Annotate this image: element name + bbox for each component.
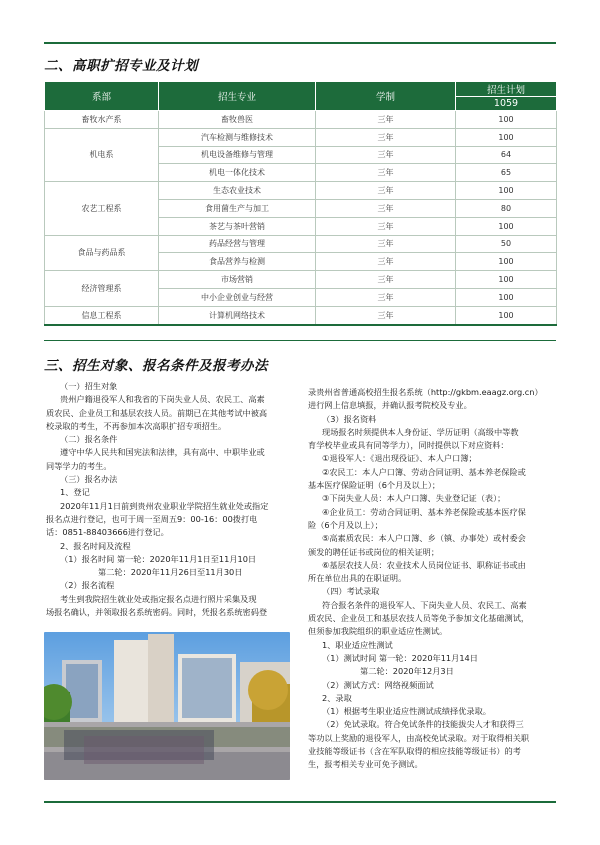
text-line: ④企业员工：劳动合同证明、基本养老保险或基本医疗保 <box>322 506 526 517</box>
campus-photo-graphic <box>44 632 290 780</box>
text-line: （3）报名资料 <box>322 413 377 424</box>
system-cell: 三年 <box>316 111 456 129</box>
text-line: （2）测试方式：网络视频面试 <box>322 679 434 690</box>
text-line: 第二轮：2020年11月26日至11月30日 <box>46 567 243 578</box>
top-rule <box>44 42 556 44</box>
major-cell: 机电设备维修与管理 <box>159 146 316 164</box>
text-line: ⑤高素质农民：本人户口簿、乡（镇、办事处）或村委会 <box>322 533 526 544</box>
system-cell: 三年 <box>316 288 456 306</box>
major-cell: 汽车检测与维修技术 <box>159 128 316 146</box>
dept-cell: 农艺工程系 <box>45 182 159 235</box>
major-cell: 计算机网络技术 <box>159 306 316 324</box>
text-line: 符合报名条件的退役军人、下岗失业人员、农民工、高素 <box>322 599 527 610</box>
text-line: 质农民、企业员工和基层农技人员等免予参加文化基础测试， <box>308 613 530 624</box>
text-line: 校录取的考生，不再参加本次高职扩招专项招生。 <box>46 420 227 431</box>
system-cell: 三年 <box>316 199 456 217</box>
plan-cell: 65 <box>456 164 557 182</box>
header-system: 学制 <box>316 82 456 111</box>
system-cell: 三年 <box>316 253 456 271</box>
text-line: ⑥基层农技人员：农业技术人员岗位证书、职称证书或由 <box>322 559 526 570</box>
system-cell: 三年 <box>316 182 456 200</box>
system-cell: 三年 <box>316 271 456 289</box>
plan-cell: 50 <box>456 235 557 253</box>
text-line: 质农民、企业员工和基层农技人员。前期已在其他考试中被高 <box>46 407 268 418</box>
text-line: 但须参加我院组织的职业适应性测试。 <box>308 626 448 637</box>
text-line: 1、职业适应性测试 <box>322 639 393 650</box>
plan-cell: 100 <box>456 182 557 200</box>
plan-cell: 100 <box>456 288 557 306</box>
plan-cell: 100 <box>456 128 557 146</box>
system-cell: 三年 <box>316 164 456 182</box>
text-line: 所在单位出具的在职证明。 <box>308 573 407 584</box>
text-line: 基本医疗保险证明（6个月及以上）； <box>308 480 441 491</box>
header-plan: 招生计划 <box>456 82 557 97</box>
text-line: 贵州户籍退役军人和我省的下岗失业人员、农民工、高素 <box>60 394 265 405</box>
text-line: ③下岗失业人员：本人户口簿、失业登记证（表）； <box>322 493 506 504</box>
plan-cell: 80 <box>456 199 557 217</box>
text-line: 话：0851-88403666进行登记。 <box>46 527 169 538</box>
text-line: （1）根据考生职业适应性测试成绩择优录取。 <box>322 706 491 717</box>
major-cell: 畜牧兽医 <box>159 111 316 129</box>
text-line: 业技能等级证书（含在军队取得的相应技能等级证书）的考 <box>308 746 521 757</box>
text-line: （2）报名流程 <box>60 580 115 591</box>
section-3-title: 三、招生对象、报名条件及报考办法 <box>44 358 268 374</box>
text-line: （二）报名条件 <box>60 434 118 445</box>
bottom-rule <box>44 801 556 803</box>
plan-cell: 100 <box>456 217 557 235</box>
system-cell: 三年 <box>316 217 456 235</box>
plan-cell: 100 <box>456 306 557 324</box>
left-column-text <box>46 380 300 619</box>
text-line: （2）免试录取。符合免试条件的技能拔尖人才和获得三 <box>322 719 524 730</box>
plan-cell: 64 <box>456 146 557 164</box>
major-cell: 食用菌生产与加工 <box>159 199 316 217</box>
text-line: （1）报名时间 第一轮：2020年11月1日至11月10日 <box>60 553 257 564</box>
major-cell: 机电一体化技术 <box>159 164 316 182</box>
major-cell: 中小企业创业与经营 <box>159 288 316 306</box>
major-cell: 市场营销 <box>159 271 316 289</box>
text-line: 生，报考相关专业可免予测试。 <box>308 759 423 770</box>
section-2-title: 二、高职扩招专业及计划 <box>44 58 198 74</box>
text-line: 育学校毕业或具有同等学力），同时提供以下对应资料： <box>308 440 509 451</box>
campus-photo <box>44 632 290 780</box>
text-line: 2020年11月1日前到贵州农业职业学院招生就业处或指定 <box>60 500 269 511</box>
text-line: 进行网上信息填报，并确认报考院校及专业。 <box>308 400 472 411</box>
system-cell: 三年 <box>316 146 456 164</box>
text-line: （一）招生对象 <box>60 381 118 391</box>
text-line: 2、录取 <box>322 692 352 703</box>
text-line: 同等学力的考生。 <box>46 460 112 471</box>
text-line: ①退役军人：《退出现役证》、本人户口簿； <box>322 453 477 464</box>
text-line: 1、登记 <box>60 487 90 498</box>
dept-cell: 食品与药品系 <box>45 235 159 271</box>
system-cell: 三年 <box>316 128 456 146</box>
dept-cell: 机电系 <box>45 128 159 181</box>
text-line: 遵守中华人民共和国宪法和法律，具有高中、中职毕业或 <box>60 447 265 458</box>
text-line: 第二轮：2020年12月3日 <box>308 666 454 677</box>
dept-cell: 畜牧水产系 <box>45 111 159 129</box>
major-cell: 生态农业技术 <box>159 182 316 200</box>
system-cell: 三年 <box>316 235 456 253</box>
major-cell: 茶艺与茶叶营销 <box>159 217 316 235</box>
right-column-text <box>308 386 558 772</box>
text-line: （三）报名办法 <box>60 474 118 485</box>
text-line: 考生到我院招生就业处或指定报名点进行照片采集及现 <box>60 593 257 604</box>
plan-cell: 100 <box>456 253 557 271</box>
text-line: 2、报名时间及流程 <box>60 540 131 551</box>
text-line: 场报名确认，并领取报名系统密码。同时，凭报名系统密码登 <box>46 607 268 618</box>
section-divider <box>44 340 556 341</box>
text-line: 颁发的聘任证书或岗位的相关证明； <box>308 546 440 557</box>
system-cell: 三年 <box>316 306 456 324</box>
dept-cell: 经济管理系 <box>45 271 159 307</box>
plan-cell: 100 <box>456 111 557 129</box>
header-total: 1059 <box>456 97 557 111</box>
major-cell: 食品营养与检测 <box>159 253 316 271</box>
text-line: ②农民工：本人户口簿、劳动合同证明、基本养老保险或 <box>322 466 526 477</box>
header-dept: 系部 <box>45 82 159 111</box>
text-line: 报名点进行登记，也可于周一至周五9：00-16：00拨打电 <box>46 513 258 524</box>
text-line: 险（6个月及以上）； <box>308 519 383 530</box>
text-line: 现场报名时须提供本人身份证、学历证明（高级中等教 <box>322 426 519 437</box>
plan-cell: 100 <box>456 271 557 289</box>
text-line: 等功以上奖励的退役军人，由高校免试录取。对于取得相关职 <box>308 732 530 743</box>
major-cell: 药品经营与管理 <box>159 235 316 253</box>
text-line: 录贵州省普通高校招生报名系统（http://gkbm.eaagz.org.cn） <box>308 387 543 397</box>
dept-cell: 信息工程系 <box>45 306 159 324</box>
text-line: （四）考试录取 <box>322 586 380 597</box>
text-line: （1）测试时间 第一轮：2020年11月14日 <box>322 652 478 663</box>
header-major: 招生专业 <box>159 82 316 111</box>
enrollment-plan-table <box>44 81 557 326</box>
